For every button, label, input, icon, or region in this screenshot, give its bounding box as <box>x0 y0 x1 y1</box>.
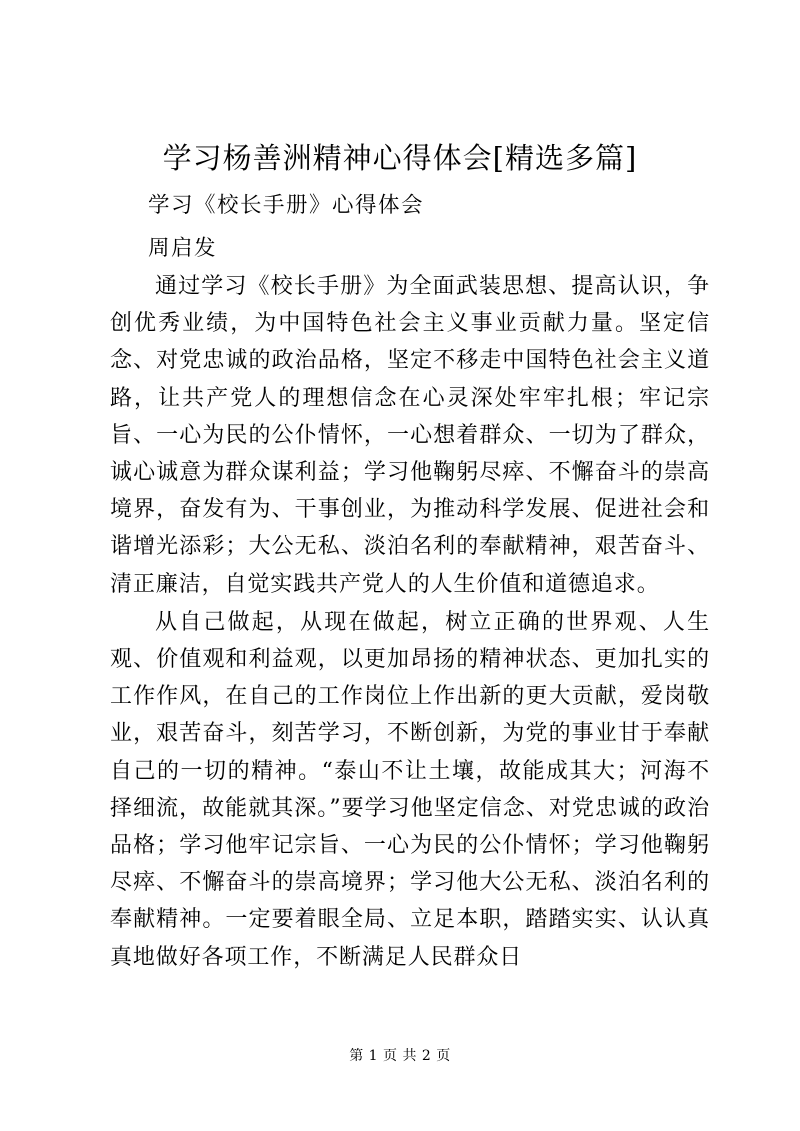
document-body <box>110 268 710 976</box>
paragraph: 从自己做起，从现在做起，树立正确的世界观、人生观、价值观和利益观，以更加昂扬的精神状态、更加扎实的工作作风，在自己的工作岗位上作出新的更大贡献，爱岗敬业，艰苦奋斗，刻苦学习，不断创新，为党的事业甘于奉献自己的一切的精神。“泰山不让土壤，故能成其大；河海不择细流，故能就其深。”要学习他坚定信念、对党忠诚的政治品格；学习他牢记宗旨、一心为民的公仆情怀；学习他鞠躬尽瘁、不懈奋斗的崇高境界；学习他大公无私、淡泊名利的奉献精神。一定要着眼全局、立足本职，踏踏实实、认认真真地做好各项工作，不断满足人民群众日 <box>110 609 710 970</box>
document-subtitle: 学习《校长手册》心得体会 <box>148 193 425 218</box>
paragraph: 通过学习《校长手册》为全面武装思想、提高认识，争创优秀业绩，为中国特色社会主义事业贡献力量。坚定信念、对党忠诚的政治品格，坚定不移走中国特色社会主义道路，让共产党人的理想信念在心灵深处牢牢扎根；牢记宗旨、一心为民的公仆情怀，一心想着群众、一切为了群众，诚心诚意为群众谋利益；学习他鞠躬尽瘁、不懈奋斗的崇高境界，奋发有为、干事创业，为推动科学发展、促进社会和谐增光添彩；大公无私、淡泊名利的奉献精神，艰苦奋斗、清正廉洁，自觉实践共产党人的人生价值和道德追求。 <box>110 274 710 597</box>
page-footer: 第 1 页 共 2 页 <box>349 1048 451 1064</box>
document-title: 学习杨善洲精神心得体会[精选多篇] <box>162 141 638 175</box>
author-name: 周启发 <box>148 236 218 261</box>
